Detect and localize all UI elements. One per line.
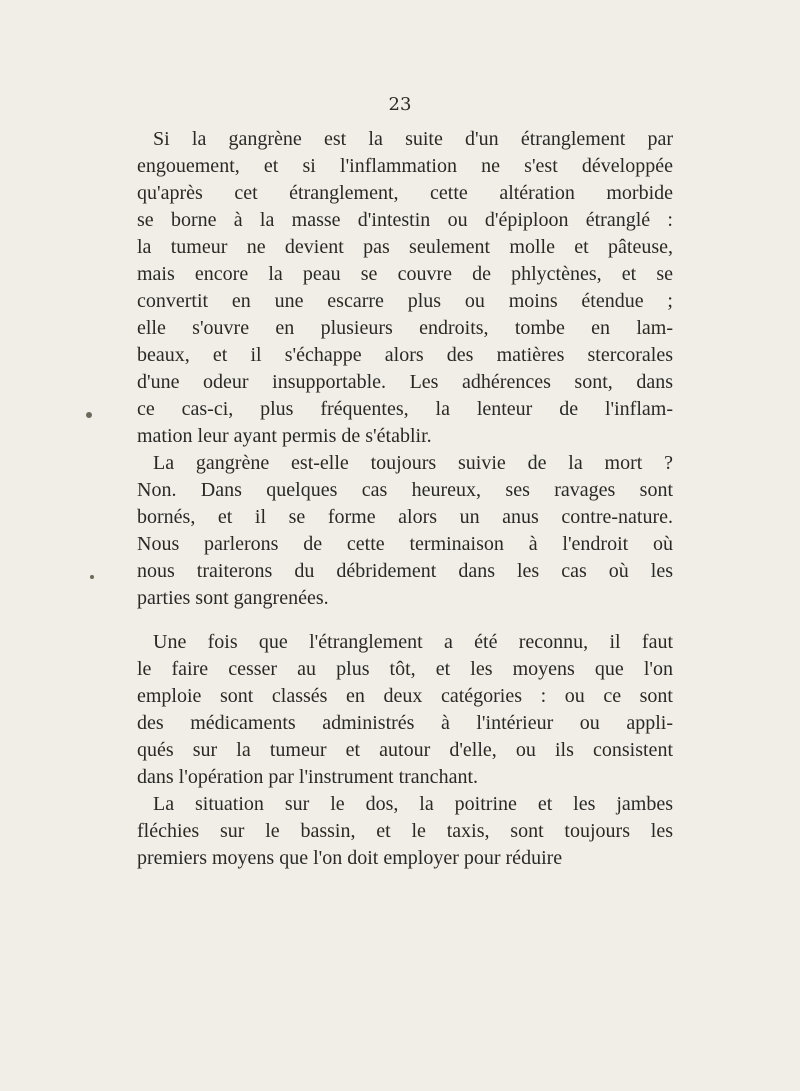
text-line: Une fois que l'étranglement a été reconnu, il faut	[153, 631, 673, 653]
text-line: Non. Dans quelques cas heureux, ses ravages sont	[137, 479, 673, 501]
text-line: dans l'opération par l'instrument tranchant.	[137, 766, 478, 788]
paragraph-gap	[137, 612, 673, 629]
ink-speck	[86, 412, 92, 418]
body-text	[137, 126, 673, 872]
text-line: emploie sont classés en deux catégories : ou ce sont	[137, 685, 673, 707]
text-line: le faire cesser au plus tôt, et les moyens que l'on	[137, 658, 673, 680]
ink-speck	[90, 575, 94, 579]
text-line: ce cas-ci, plus fréquentes, la lenteur de l'inflam-	[137, 398, 673, 420]
text-line: parties sont gangrenées.	[137, 587, 329, 609]
text-line: elle s'ouvre en plusieurs endroits, tombe en lam-	[137, 317, 673, 339]
text-line: fléchies sur le bassin, et le taxis, sont toujours les	[137, 820, 673, 842]
text-line: beaux, et il s'échappe alors des matières stercorales	[137, 344, 673, 366]
text-line: qu'après cet étranglement, cette altération morbide	[137, 182, 673, 204]
text-line: La gangrène est-elle toujours suivie de la mort ?	[153, 452, 673, 474]
paragraph-2	[137, 450, 673, 612]
text-line: bornés, et il se forme alors un anus contre-nature.	[137, 506, 673, 528]
page-number: 23	[388, 94, 412, 115]
text-line: d'une odeur insupportable. Les adhérences sont, dans	[137, 371, 673, 393]
text-line: la tumeur ne devient pas seulement molle et pâteuse,	[137, 236, 673, 258]
paragraph-3	[137, 629, 673, 791]
text-line: convertit en une escarre plus ou moins étendue ;	[137, 290, 673, 312]
text-line: engouement, et si l'inflammation ne s'est développée	[137, 155, 673, 177]
paragraph-4	[137, 791, 673, 872]
text-line: mation leur ayant permis de s'établir.	[137, 425, 432, 447]
paragraph-1	[137, 126, 673, 450]
text-line: nous traiterons du débridement dans les cas où les	[137, 560, 673, 582]
text-line: Si la gangrène est la suite d'un étranglement par	[153, 128, 673, 150]
text-line: premiers moyens que l'on doit employer pour réduire	[137, 847, 563, 869]
text-line: qués sur la tumeur et autour d'elle, ou ils consistent	[137, 739, 673, 761]
text-line: se borne à la masse d'intestin ou d'épiploon étranglé :	[137, 209, 673, 231]
text-line: La situation sur le dos, la poitrine et les jambes	[153, 793, 673, 815]
text-line: Nous parlerons de cette terminaison à l'endroit où	[137, 533, 673, 555]
text-line: mais encore la peau se couvre de phlyctènes, et se	[137, 263, 673, 285]
text-line: des médicaments administrés à l'intérieur ou appli-	[137, 712, 673, 734]
